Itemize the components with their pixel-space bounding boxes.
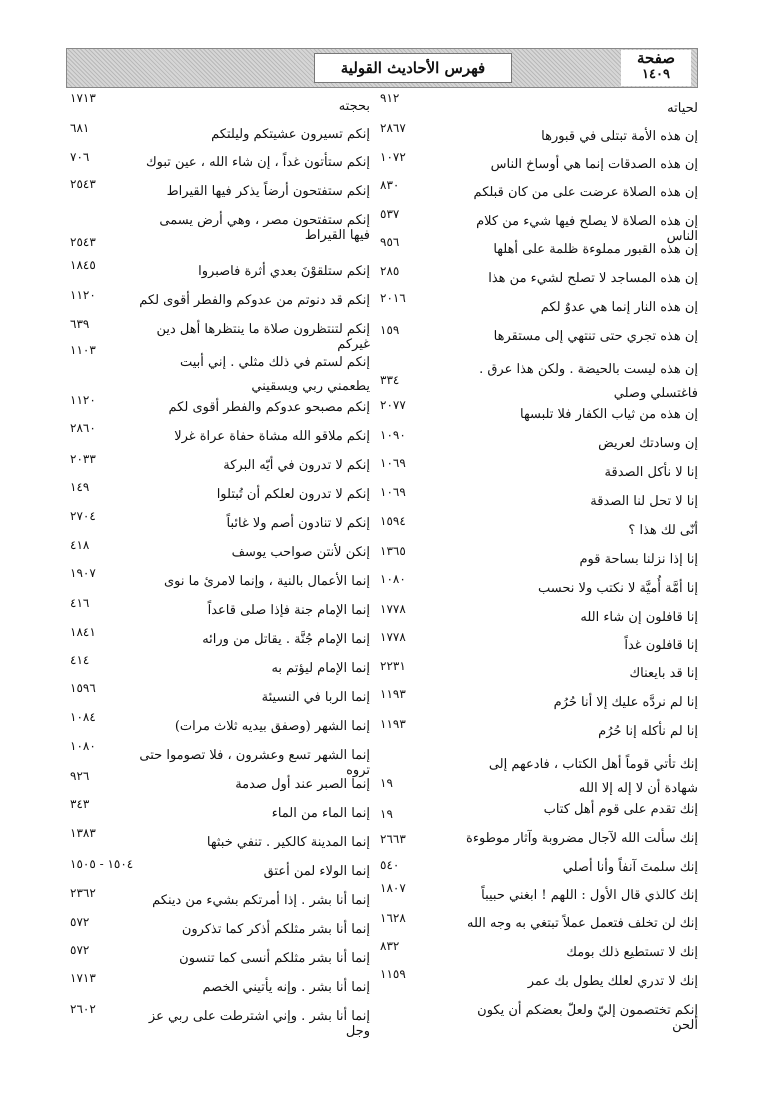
hadith-number: ٥٣٧	[380, 207, 400, 221]
hadith-text: إن هذه الصدقات إنما هي أوساخ الناس	[490, 157, 698, 172]
hadith-number: ٣٣٤	[380, 373, 400, 387]
hadith-text: إنما الأعمال بالنية ، وإنما لامرئ ما نوى	[163, 574, 370, 589]
hadith-text: إنما الإمام جُنَّة . يقاتل من ورائه	[202, 632, 370, 647]
hadith-text: إنا أمَّة أُميَّة لا نكتب ولا نحسب	[538, 581, 698, 596]
page-number-box	[621, 50, 691, 86]
page-label: صفحة	[636, 49, 676, 67]
hadith-text: إنا قد بايعناك	[629, 666, 698, 681]
hadith-number: ١١٥٩	[380, 967, 406, 981]
hadith-text: لحياته	[667, 101, 698, 116]
hadith-number: ١٤٩	[70, 480, 90, 494]
hadith-number: ٢٣٦٢	[70, 886, 96, 900]
hadith-number: ١٥٩٦	[70, 681, 96, 695]
hadith-text: إنكم لا تنادون أصم ولا غائباً	[226, 516, 370, 531]
hadith-text: أنّى لك هذا ؟	[628, 523, 698, 538]
hadith-text: إن هذه ليست بالحيضة . ولكن هذا عرق . فاغتسلي وصلي	[479, 362, 698, 401]
hadith-text: إنما أنا بشر . وإنه يأتيني الخصم	[202, 980, 370, 995]
hadith-text: إن هذه الأمة تبتلى في قبورها	[541, 129, 698, 144]
hadith-number: ١٧٧٨	[380, 602, 406, 616]
hadith-text: إنما الإمام ليؤتم به	[271, 661, 370, 676]
hadith-number: ٧٠٦	[70, 150, 90, 164]
hadith-number: ١٨٠٧	[380, 881, 406, 895]
hadith-number: ١١٩٣	[380, 687, 406, 701]
hadith-text: إنكم تختصمون إليّ ولعلّ بعضكم أن يكون ألحن	[477, 1003, 698, 1033]
right-column	[380, 91, 698, 1091]
hadith-text: إنك سألت الله لآجال مضروبة وآثار موطوءة	[466, 831, 698, 846]
hadith-number: ٢٥٤٣	[70, 235, 96, 249]
hadith-number: ١٠٦٩	[380, 456, 406, 470]
hadith-text: إن هذه المساجد لا تصلح لشيء من هذا	[488, 271, 698, 286]
hadith-number: ٩٥٦	[380, 235, 400, 249]
hadith-text: إنما أنا بشر . وإني اشترطت على ربي عز وجل	[148, 1009, 370, 1039]
hadith-number: ١٩	[380, 776, 393, 790]
hadith-text: إنكم ستفتحون مصر ، وهي أرض يسمى فيها القيراط	[159, 213, 370, 243]
hadith-number: ٢٨٦٧	[380, 121, 406, 135]
hadith-number: ٢٠٣٣	[70, 452, 96, 466]
hadith-text: إنا لا تحل لنا الصدقة	[590, 494, 698, 509]
page-number: ١٤٠٩	[642, 67, 670, 82]
hadith-number: ١٥٠٤ - ١٥٠٥	[70, 857, 134, 871]
hadith-number: ٩١٢	[380, 91, 400, 105]
hadith-text: إنكم ستفتحون أرضاً يذكر فيها القيراط	[166, 184, 370, 199]
hadith-number: ٢٦٦٣	[380, 832, 406, 846]
hadith-text: إنما الماء من الماء	[271, 806, 370, 821]
hadith-number: ١٩٠٧	[70, 566, 96, 580]
hadith-number: ١٨٤١	[70, 625, 96, 639]
hadith-number: ٤١٤	[70, 653, 90, 667]
hadith-text: إنا لم نردَّه عليك إلا أنا حُرُم	[553, 695, 698, 710]
hadith-text: إنكم لا تدرون في أيّه البركة	[223, 458, 370, 473]
hadith-text: إنما أنا بشر مثلكم أذكر كما تذكرون	[181, 922, 370, 937]
hadith-number: ٢٨٥	[380, 264, 400, 278]
hadith-number: ٨٣٢	[380, 939, 400, 953]
hadith-text: إنما أنا بشر . إذا أمرتكم بشيء من دينكم	[152, 893, 370, 908]
hadith-number: ١٥٩٤	[380, 514, 406, 528]
hadith-number: ١١٢٠	[70, 393, 96, 407]
hadith-text: إن هذه النار إنما هي عدوٌ لكم	[540, 300, 698, 315]
hadith-text: إنك تأتي قوماً أهل الكتاب ، فادعهم إلى شهادة أن لا إله إلا الله	[488, 757, 698, 796]
hadith-number: ١٧١٣	[70, 91, 96, 105]
hadith-number: ٢٠٧٧	[380, 398, 406, 412]
hadith-text: إنكم قد دنوتم من عدوكم والفطر أقوى لكم	[139, 293, 370, 308]
hadith-number: ١٩	[380, 807, 393, 821]
hadith-text: إنكم ملاقو الله مشاة حفاة عراة غرلا	[174, 429, 370, 444]
hadith-number: ٤١٦	[70, 596, 90, 610]
hadith-text: إن هذه الصلاة عرضت على من كان قبلكم	[473, 185, 698, 200]
hadith-text: إنكم مصبحو عدوكم والفطر أقوى لكم	[168, 400, 370, 415]
hadith-number: ٦٣٩	[70, 317, 90, 331]
hadith-number: ١٧١٣	[70, 971, 96, 985]
hadith-number: ١٠٩٠	[380, 428, 406, 442]
hadith-number: ١١٠٣	[70, 343, 96, 357]
hadith-text: إنما الربا في النسيئة	[261, 690, 370, 705]
hadith-text: إنما الشهر (وصفق بيديه ثلاث مرات)	[174, 719, 370, 734]
hadith-number: ١٠٨٠	[380, 572, 406, 586]
hadith-number: ٦٨١	[70, 121, 90, 135]
hadith-number: ٩٢٦	[70, 769, 90, 783]
hadith-number: ١٠٨٠	[70, 739, 96, 753]
hadith-text: إن هذه الصلاة لا يصلح فيها شيء من كلام الناس	[476, 214, 698, 244]
hadith-text: إنكم ستلقوْنَ بعدي أثرة فاصبروا	[198, 264, 370, 279]
hadith-number: ٣٤٣	[70, 797, 90, 811]
hadith-text: إن هذه القبور مملوءة ظلمة على أهلها	[493, 242, 698, 257]
hadith-number: ٨٣٠	[380, 178, 400, 192]
hadith-text: إنكم لتنتظرون صلاة ما ينتظرها أهل دين غيركم	[156, 322, 370, 352]
hadith-text: إنا لا نأكل الصدقة	[604, 465, 698, 480]
hadith-number: ١٣٦٥	[380, 544, 406, 558]
hadith-number: ١٦٢٨	[380, 911, 406, 925]
hadith-number: ٢٦٠٢	[70, 1002, 96, 1016]
hadith-number: ١١٢٠	[70, 288, 96, 302]
hadith-number: ١٧٧٨	[380, 630, 406, 644]
hadith-text: إنما الشهر تسع وعشرون ، فلا تصوموا حتى تروه	[139, 748, 370, 778]
hadith-text: إن هذه من ثياب الكفار فلا تلبسها	[520, 407, 698, 422]
hadith-text: إنما المدينة كالكير . تنفي خبثها	[206, 835, 370, 850]
index-header-bar	[66, 48, 698, 88]
hadith-text: إنما الصبر عند أول صدمة	[235, 777, 370, 792]
hadith-text: إن هذه تجري حتى تنتهي إلى مستقرها	[493, 329, 698, 344]
hadith-text: إنك تقدم على قوم أهل كتاب	[543, 802, 698, 817]
hadith-text: إنكم تسيرون عشيتكم وليلتكم	[211, 127, 370, 142]
hadith-number: ١٣٨٣	[70, 826, 96, 840]
hadith-number: ١٠٦٩	[380, 485, 406, 499]
hadith-text: إنكن لأنتن صواحب يوسف	[231, 545, 370, 560]
index-title: فهرس الأحاديث القولية	[314, 53, 512, 83]
hadith-number: ١٨٤٥	[70, 258, 96, 272]
hadith-text: إنما أنا بشر مثلكم أنسى كما تنسون	[179, 951, 370, 966]
hadith-number: ٥٧٢	[70, 943, 90, 957]
hadith-number: ٢٢٣١	[380, 659, 406, 673]
hadith-text: إنك لا تستطيع ذلك بومك	[566, 945, 698, 960]
hadith-text: إنا إذا نزلنا بساحة قوم	[579, 552, 698, 567]
hadith-number: ٥٤٠	[380, 858, 400, 872]
hadith-text: إنا لم نأكله إنا حُرُم	[598, 724, 698, 739]
hadith-text: إنك لا تدري لعلك يطول بك عمر	[527, 974, 698, 989]
hadith-text: إنك سلمتَ آنفاً وأنا أصلي	[562, 860, 698, 875]
hadith-number: ٢٥٤٣	[70, 177, 96, 191]
hadith-text: إنا قافلون غداً	[624, 638, 698, 653]
hadith-number: ٢٨٦٠	[70, 421, 96, 435]
hadith-text: إنكم لستم في ذلك مثلي . إني أبيت يطعمني ربي ويسقيني	[179, 355, 370, 394]
hadith-text: إن وسادتك لعريض	[598, 436, 698, 451]
hadith-text: إنكم ستأتون غداً ، إن شاء الله ، عين تبوك	[145, 155, 370, 170]
hadith-text: إنكم لا تدرون لعلكم أن تُبتلوا	[216, 487, 370, 502]
hadith-text: إنما الإمام جنة فإذا صلى قاعداً	[207, 603, 370, 618]
hadith-number: ١١٩٣	[380, 717, 406, 731]
hadith-text: بحجته	[338, 99, 370, 114]
hadith-number: ٢٧٠٤	[70, 509, 96, 523]
hadith-text: إنك لن تخلف فتعمل عملاً تبتغي به وجه الله	[467, 916, 698, 931]
hadith-number: ٤١٨	[70, 538, 90, 552]
hadith-number: ٢٠١٦	[380, 291, 406, 305]
hadith-number: ٥٧٢	[70, 915, 90, 929]
left-column	[70, 91, 370, 1091]
hadith-text: إنما الولاء لمن أعتق	[263, 864, 370, 879]
hadith-number: ١٠٧٢	[380, 150, 406, 164]
hadith-text: إنا قافلون إن شاء الله	[580, 610, 698, 625]
hadith-number: ١٥٩	[380, 323, 400, 337]
hadith-number: ١٠٨٤	[70, 710, 96, 724]
hadith-text: إنك كالذي قال الأول : اللهم ! ابغني حبيباً	[481, 888, 698, 903]
